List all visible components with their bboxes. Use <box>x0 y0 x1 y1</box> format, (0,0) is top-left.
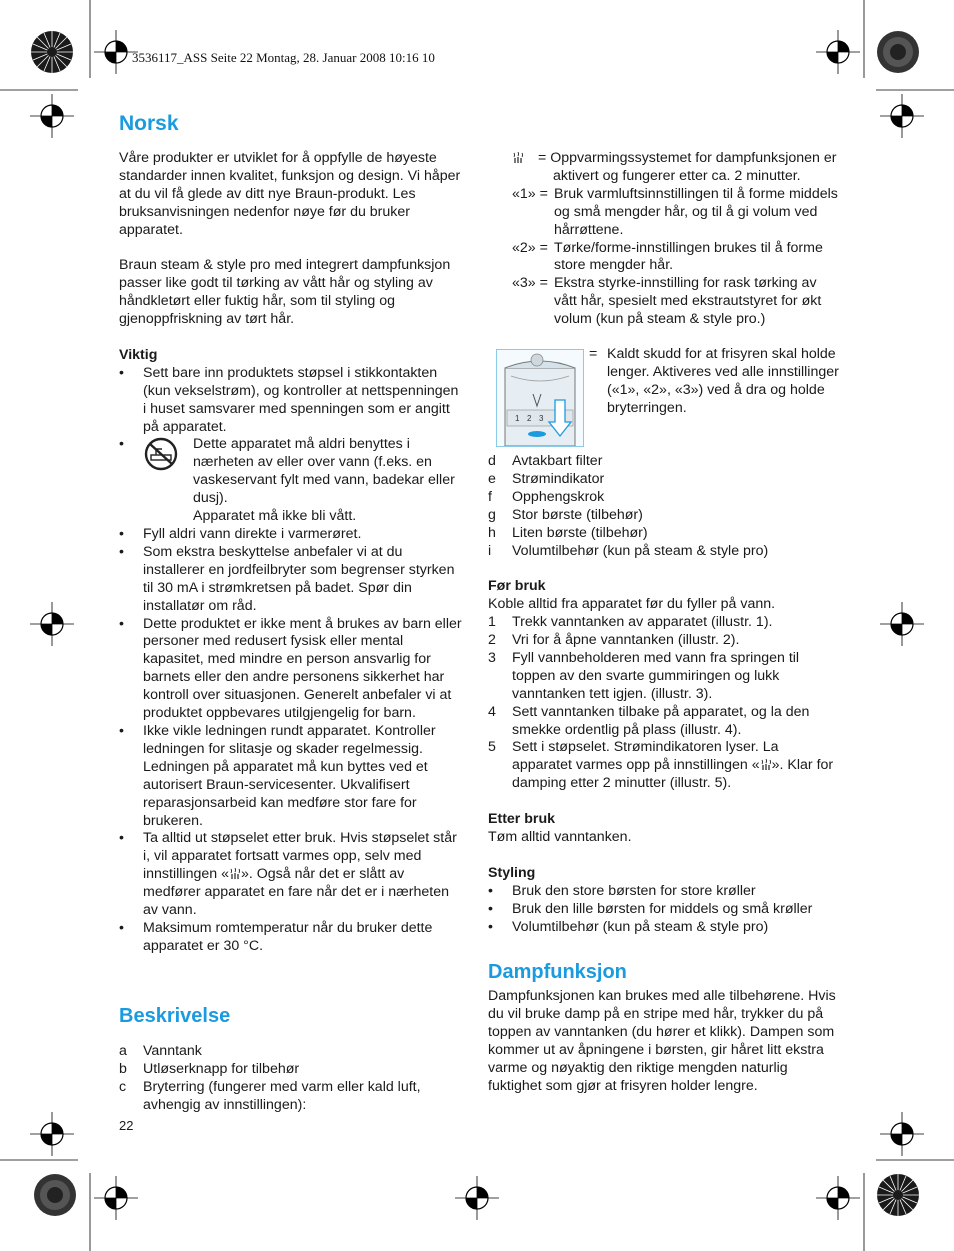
warning-text-2: Apparatet må ikke bli vått. <box>193 508 357 525</box>
warning-text: Dette apparatet må aldri benyttes i nærheten av eller over vann (f.eks. en vaskeservant fylt med vann, badekar eller dusj). <box>193 436 455 507</box>
list-item: • Bruk den store børsten for store krøller <box>488 882 756 899</box>
list-item: i Volumtilbehør (kun på steam & style pro) <box>488 542 769 559</box>
description-list <box>119 1043 464 1115</box>
list-item: «3» = Ekstra styrke-innstilling for rask tørking av vått hår, spesielt med ekstrautstyret for økt volum (kun på steam & style pro.) <box>512 275 822 328</box>
steam-function-heading: Dampfunksjon <box>488 961 627 983</box>
list-item: • Volumtilbehør (kun på steam & style pro) <box>488 918 769 935</box>
right-column <box>488 453 838 936</box>
list-item: • Ta alltid ut støpselet etter bruk. Hvis støpselet står i, vil apparatet fortsatt varmes opp, selv med innstillingen « ». Også når det er slått av medfører apparatet en fare når det er i nærheten av vann. <box>119 830 457 919</box>
steam-icon <box>229 868 241 880</box>
list-item: 4 Sett vanntanken tilbake på apparatet, og la den smekke ordentlig på plass (illustr. 4). <box>488 703 810 738</box>
list-item: 5 Sett i støpselet. Strømindikatoren lyser. La apparatet varmes opp på innstillingen « ». Klar for damping etter 2 minutter (illustr. 5). <box>488 739 834 792</box>
list-item: • Dette apparatet må aldri benyttes i nærheten av eller over vann (f.eks. en vaskeservant fylt med vann, badekar eller dusj). Apparatet må ikke bli vått. <box>119 436 455 525</box>
list-item: • Som ekstra beskyttelse anbefaler vi at du installerer en jordfeilbryter som begrenser styrken til 30 mA i strømkretsen på badet. Spør din installatør om råd. <box>119 543 455 614</box>
description-heading: Beskrivelse <box>119 1005 231 1027</box>
after-use-heading: Etter bruk <box>488 811 556 828</box>
device-drawing <box>497 350 583 446</box>
ring-label: 2 <box>527 414 532 423</box>
before-use-heading: Før bruk <box>488 578 546 595</box>
settings-list <box>512 150 842 329</box>
list-item: «1» = Bruk varmluftsinnstillingen til å forme middels og små mengder hår, og til å gi volum ved hårrøttene. <box>512 185 838 238</box>
left-column <box>119 150 464 956</box>
list-item: h Liten børste (tilbehør) <box>488 524 648 541</box>
list-item: • Bruk den lille børsten for middels og små krøller <box>488 900 813 917</box>
list-item: • Maksimum romtemperatur når du bruker dette apparatet er 30 °C. <box>119 919 433 954</box>
list-item: a Vanntank <box>119 1043 202 1059</box>
styling-heading: Styling <box>488 864 536 881</box>
list-item: f Opphengskrok <box>488 488 605 505</box>
list-item: e Strømindikator <box>488 470 605 487</box>
list-item: g Stor børste (tilbehør) <box>488 506 643 523</box>
list-item: c Bryterring (fungerer med varm eller kald luft, avhengig av innstillingen): <box>119 1078 421 1113</box>
page-number: 22 <box>119 1118 134 1133</box>
steam-function-text: Dampfunksjonen kan brukes med alle tilbehørene. Hvis du vil bruke damp på en stripe med hår, trykker du på toppen av vanntanken (du hører et klikk). Dampen som kommer ut av åpningene i børsten, gir håret litt ekstra varme og nøyaktig den riktige mengden naturlig fuktighet som gjør at frisyren holder lengre. <box>488 988 836 1094</box>
list-item: d Avtakbart filter <box>488 453 603 469</box>
list-item: 1 Trekk vanntanken av apparatet (illustr. 1). <box>488 614 773 631</box>
ring-label: 3 <box>539 414 544 423</box>
list-item: 3 Fyll vannbeholderen med vann fra springen til toppen av den svarte gummiringen og lukk vanntanken tett igjen. (illustr. 3). <box>488 649 800 702</box>
print-header: 3536117_ASS Seite 22 Montag, 28. Januar 2008 10:16 10 <box>132 50 435 65</box>
list-item: • Dette produktet er ikke ment å brukes av barn eller personer med redusert fysisk eller mental kapasitet, med mindre en person ansvarlig for barnets eller den andre personens sikkerhet har kontroll over situasjonen. Generelt anbefaler vi at produktet oppbevares utilgjengelig for barn. <box>119 615 462 722</box>
important-heading: Viktig <box>119 346 158 363</box>
steam-icon <box>760 759 772 771</box>
list-item: = Oppvarmingssystemet for dampfunksjonen er aktivert og fungerer etter ca. 2 minutter. <box>512 150 842 186</box>
list-item: 2 Vri for å åpne vanntanken (illustr. 2). <box>488 632 740 649</box>
list-item: • Ikke vikle ledningen rundt apparatet. Kontroller ledningen for slitasje og skader regelmessig. Ledningen på apparatet må kun byttes ved et autorisert Braun-servicesenter. Ukvalifisert reparasjonsarbeid kan medføre stor fare for brukeren. <box>119 722 436 829</box>
list-item: b Utløserknapp for tilbehør <box>119 1060 300 1077</box>
intro-paragraph-2: Braun steam & style pro med integrert dampfunksjon passer like godt til tørking av vått hår og styling av håndkletørt eller fuktig hår, som til styling og gjenoppfriskning av tørt hår. <box>119 257 451 328</box>
list-item: «2» = Tørke/forme-innstillingen brukes til å forme store mengder hår. <box>512 239 823 274</box>
ring-label: 1 <box>515 414 520 423</box>
switch-ring-illustration <box>496 349 584 447</box>
list-item: • Fyll aldri vann direkte i varmerøret. <box>119 526 362 542</box>
list-item: • Sett bare inn produktets støpsel i stikkontakten (kun vekselstrøm), og kontroller at nettspenningen i huset samsvarer med spenningen som er angitt på apparatet. <box>119 364 459 435</box>
steam-icon <box>512 152 524 164</box>
before-use-lead: Koble alltid fra apparatet før du fyller på vann. <box>488 596 776 613</box>
cold-shot-item: = Kaldt skudd for at frisyren skal holde lenger. Aktiveres ved alle innstillinger («1», «2», «3») ved å dra og holde bryterringen. <box>589 346 839 416</box>
no-water-icon <box>143 436 193 473</box>
page-title: Norsk <box>119 112 179 135</box>
after-use-text: Tøm alltid vanntanken. <box>488 829 632 845</box>
intro-paragraph-1: Våre produkter er utviklet for å oppfylle de høyeste standarder innen kvalitet, funksjon og design. Vi håper at du vil få glede av ditt nye Braun-produkt. Les bruksanvisningen nedenfor nøye før du bruker apparatet. <box>119 150 461 238</box>
